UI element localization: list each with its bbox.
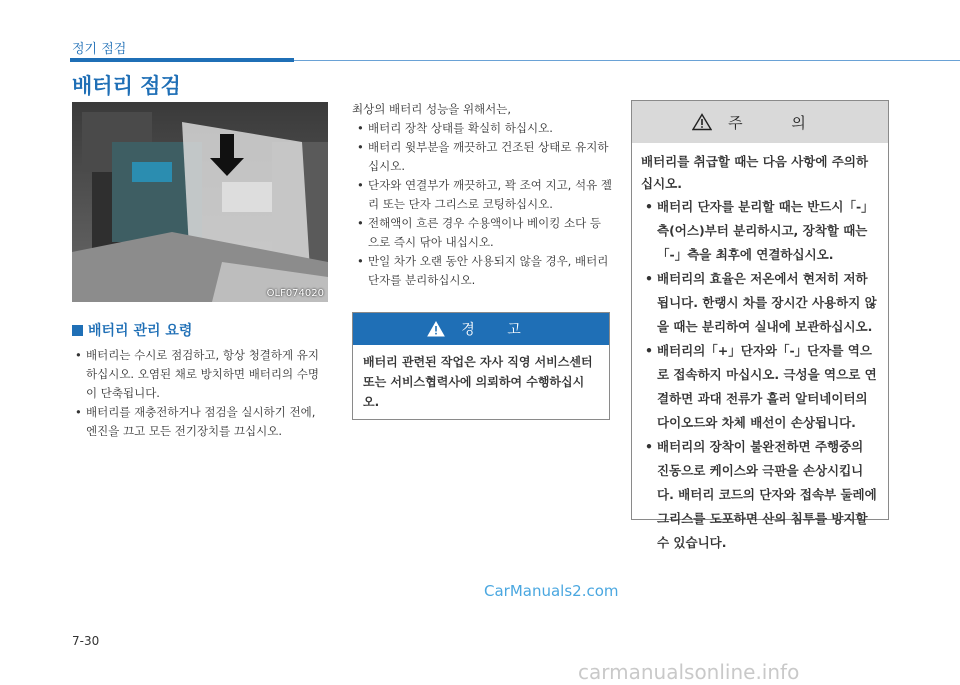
battery-care-heading-text: 배터리 관리 요령 [88,323,193,339]
warning-title: 경 고 [461,322,535,338]
list-item: • 배터리의 장착이 불완전하면 주행중의 진동으로 케이스와 극판을 손상시킵니다. 배터리 코드의 단자와 접속부 둘레에 그리스를 도포하면 산의 침투를 방지할 수 있습니다. [641,435,879,555]
warning-triangle-icon [427,321,445,337]
list-item: • 배터리 단자를 분리할 때는 반드시「-」측(어스)부터 분리하시고, 장착할 때는「-」측을 최후에 연결하십시오. [641,195,879,267]
list-item: • 전해액이 흐른 경우 수용액이나 베이킹 소다 등으로 즉시 닦아 내십시오. [356,214,612,252]
page-number: 7-30 [72,634,100,648]
warning-body: 배터리 관련된 작업은 자사 직영 서비스센터 또는 서비스협력사에 의뢰하여 수행하십시오. [363,355,593,409]
caution-body [632,143,888,563]
caution-box [631,100,889,550]
list-item: • 배터리를 재충전하거나 점검을 실시하기 전에, 엔진을 끄고 모든 전기장치를 끄십시오. [74,403,330,441]
warning-triangle-icon [692,113,712,131]
heading-square-icon [72,325,83,336]
battery-care-heading [72,320,192,340]
list-item: • 배터리 윗부분을 깨끗하고 건조된 상태로 유지하십시오. [356,138,612,176]
caution-header [632,101,888,143]
header-rule-accent [70,58,294,62]
caution-title: 주 의 [728,113,828,132]
engine-bay-illustration [72,102,328,302]
list-item: • 단자와 연결부가 깨끗하고, 꽉 조여 지고, 석유 젤리 또는 단자 그리스로 코팅하십시오. [356,176,612,214]
warning-box [352,312,610,420]
photo-code: OLF074020 [266,288,324,299]
caution-intro: 배터리를 취급할 때는 다음 사항에 주의하십시오. [641,154,869,191]
page-title: 배터리 점검 [72,74,181,98]
list-item: • 배터리의「+」단자와「-」단자를 역으로 접속하지 마십시오. 극성을 역으로 연결하면 과대 전류가 흘러 알터네이터의 다이오드와 차체 배선이 손상됩니다. [641,339,879,435]
header-rule [294,60,960,61]
list-item: • 만일 차가 오랜 동안 사용되지 않을 경우, 배터리 단자를 분리하십시오. [356,252,612,290]
performance-list [356,119,612,290]
watermark-footer: carmanualsonline.info [578,660,800,684]
watermark-link[interactable]: CarManuals2.com [484,582,619,600]
warning-header [353,313,609,345]
list-item: • 배터리는 수시로 점검하고, 항상 청결하게 유지 하십시오. 오염된 채로 방치하면 배터리의 수명이 단축됩니다. [74,346,330,403]
battery-care-list [74,346,330,441]
list-item: • 배터리의 효율은 저온에서 현저히 저하됩니다. 한랭시 차를 장시간 사용하지 않을 때는 분리하여 실내에 보관하십시오. [641,267,879,339]
performance-intro: 최상의 배터리 성능을 위해서는, [352,102,512,116]
caution-list [641,195,879,555]
battery-photo [72,102,328,302]
list-item: • 배터리 장착 상태를 확실히 하십시오. [356,119,612,138]
section-label: 정기 점검 [72,42,127,57]
